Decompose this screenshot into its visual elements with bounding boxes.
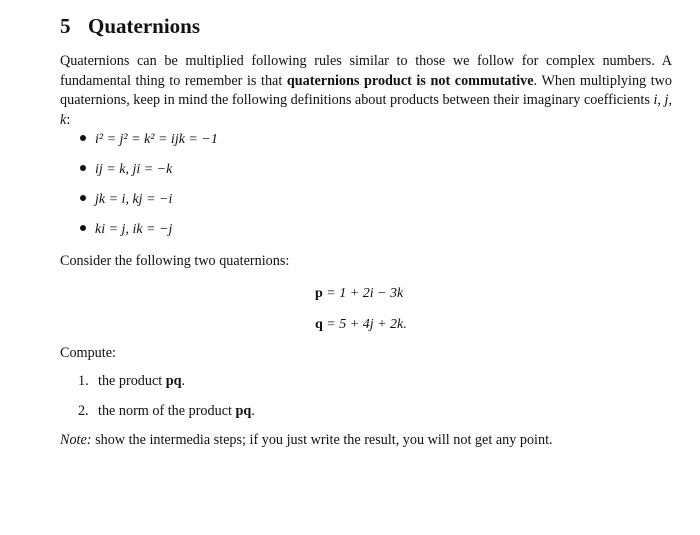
intro-text-b: . When multiplying two quaternions, keep in mind the following definitions about products between their imaginary coefficients [60,72,673,108]
bullet-icon [80,195,86,201]
section-title: Quaternions [88,14,201,38]
intro-bold-statement: quaternions product is not commutative [286,72,534,89]
equation-q [315,317,407,333]
bullet-icon [80,165,86,171]
rule-item [80,132,218,148]
rule-text: ij = k, ji = −k [95,162,173,177]
note [60,432,553,449]
task-text: the norm of the product [98,403,236,419]
note-text: show the intermedia steps; if you just write the result, you will not get any point. [91,432,553,448]
rule-item [80,222,172,238]
compute-label: Compute: [60,345,116,361]
task-number: 1. [78,373,89,389]
section-heading [60,14,200,39]
note-lead: Note: [60,432,92,448]
rule-text: jk = i, kj = −i [95,192,173,207]
consider-text: Consider the following two quaternions: [60,253,290,269]
task-number: 2. [78,403,89,419]
task-end: . [181,373,186,389]
intro-text-c: : [66,111,71,128]
rule-text: i² = j² = k² = ijk = −1 [95,132,218,147]
equation-q-rhs: = 5 + 4j + 2k. [322,317,407,332]
bullet-icon [80,225,86,231]
rule-item [80,162,172,178]
equation-p [315,286,403,302]
rule-item [80,192,172,208]
task-text: the product [98,373,166,389]
equation-p-rhs: = 1 + 2i − 3k [322,286,404,301]
task-end: . [251,403,255,419]
equation-q-name: q [315,317,323,332]
task-item [78,373,185,390]
intro-text-a: Quaternions can be multiplied following rules similar to those we follow for complex numbers. A fundamental thing to remember is that [60,53,672,89]
task-bold: pq [165,373,182,389]
intro-paragraph [60,52,672,130]
bullet-icon [80,135,86,141]
task-bold: pq [235,403,252,419]
section-number: 5 [60,14,71,38]
task-item [78,403,255,420]
rule-text: ki = j, ik = −j [95,222,173,237]
equation-p-name: p [315,286,323,301]
intro-coefficients: i, j, k [60,92,672,128]
